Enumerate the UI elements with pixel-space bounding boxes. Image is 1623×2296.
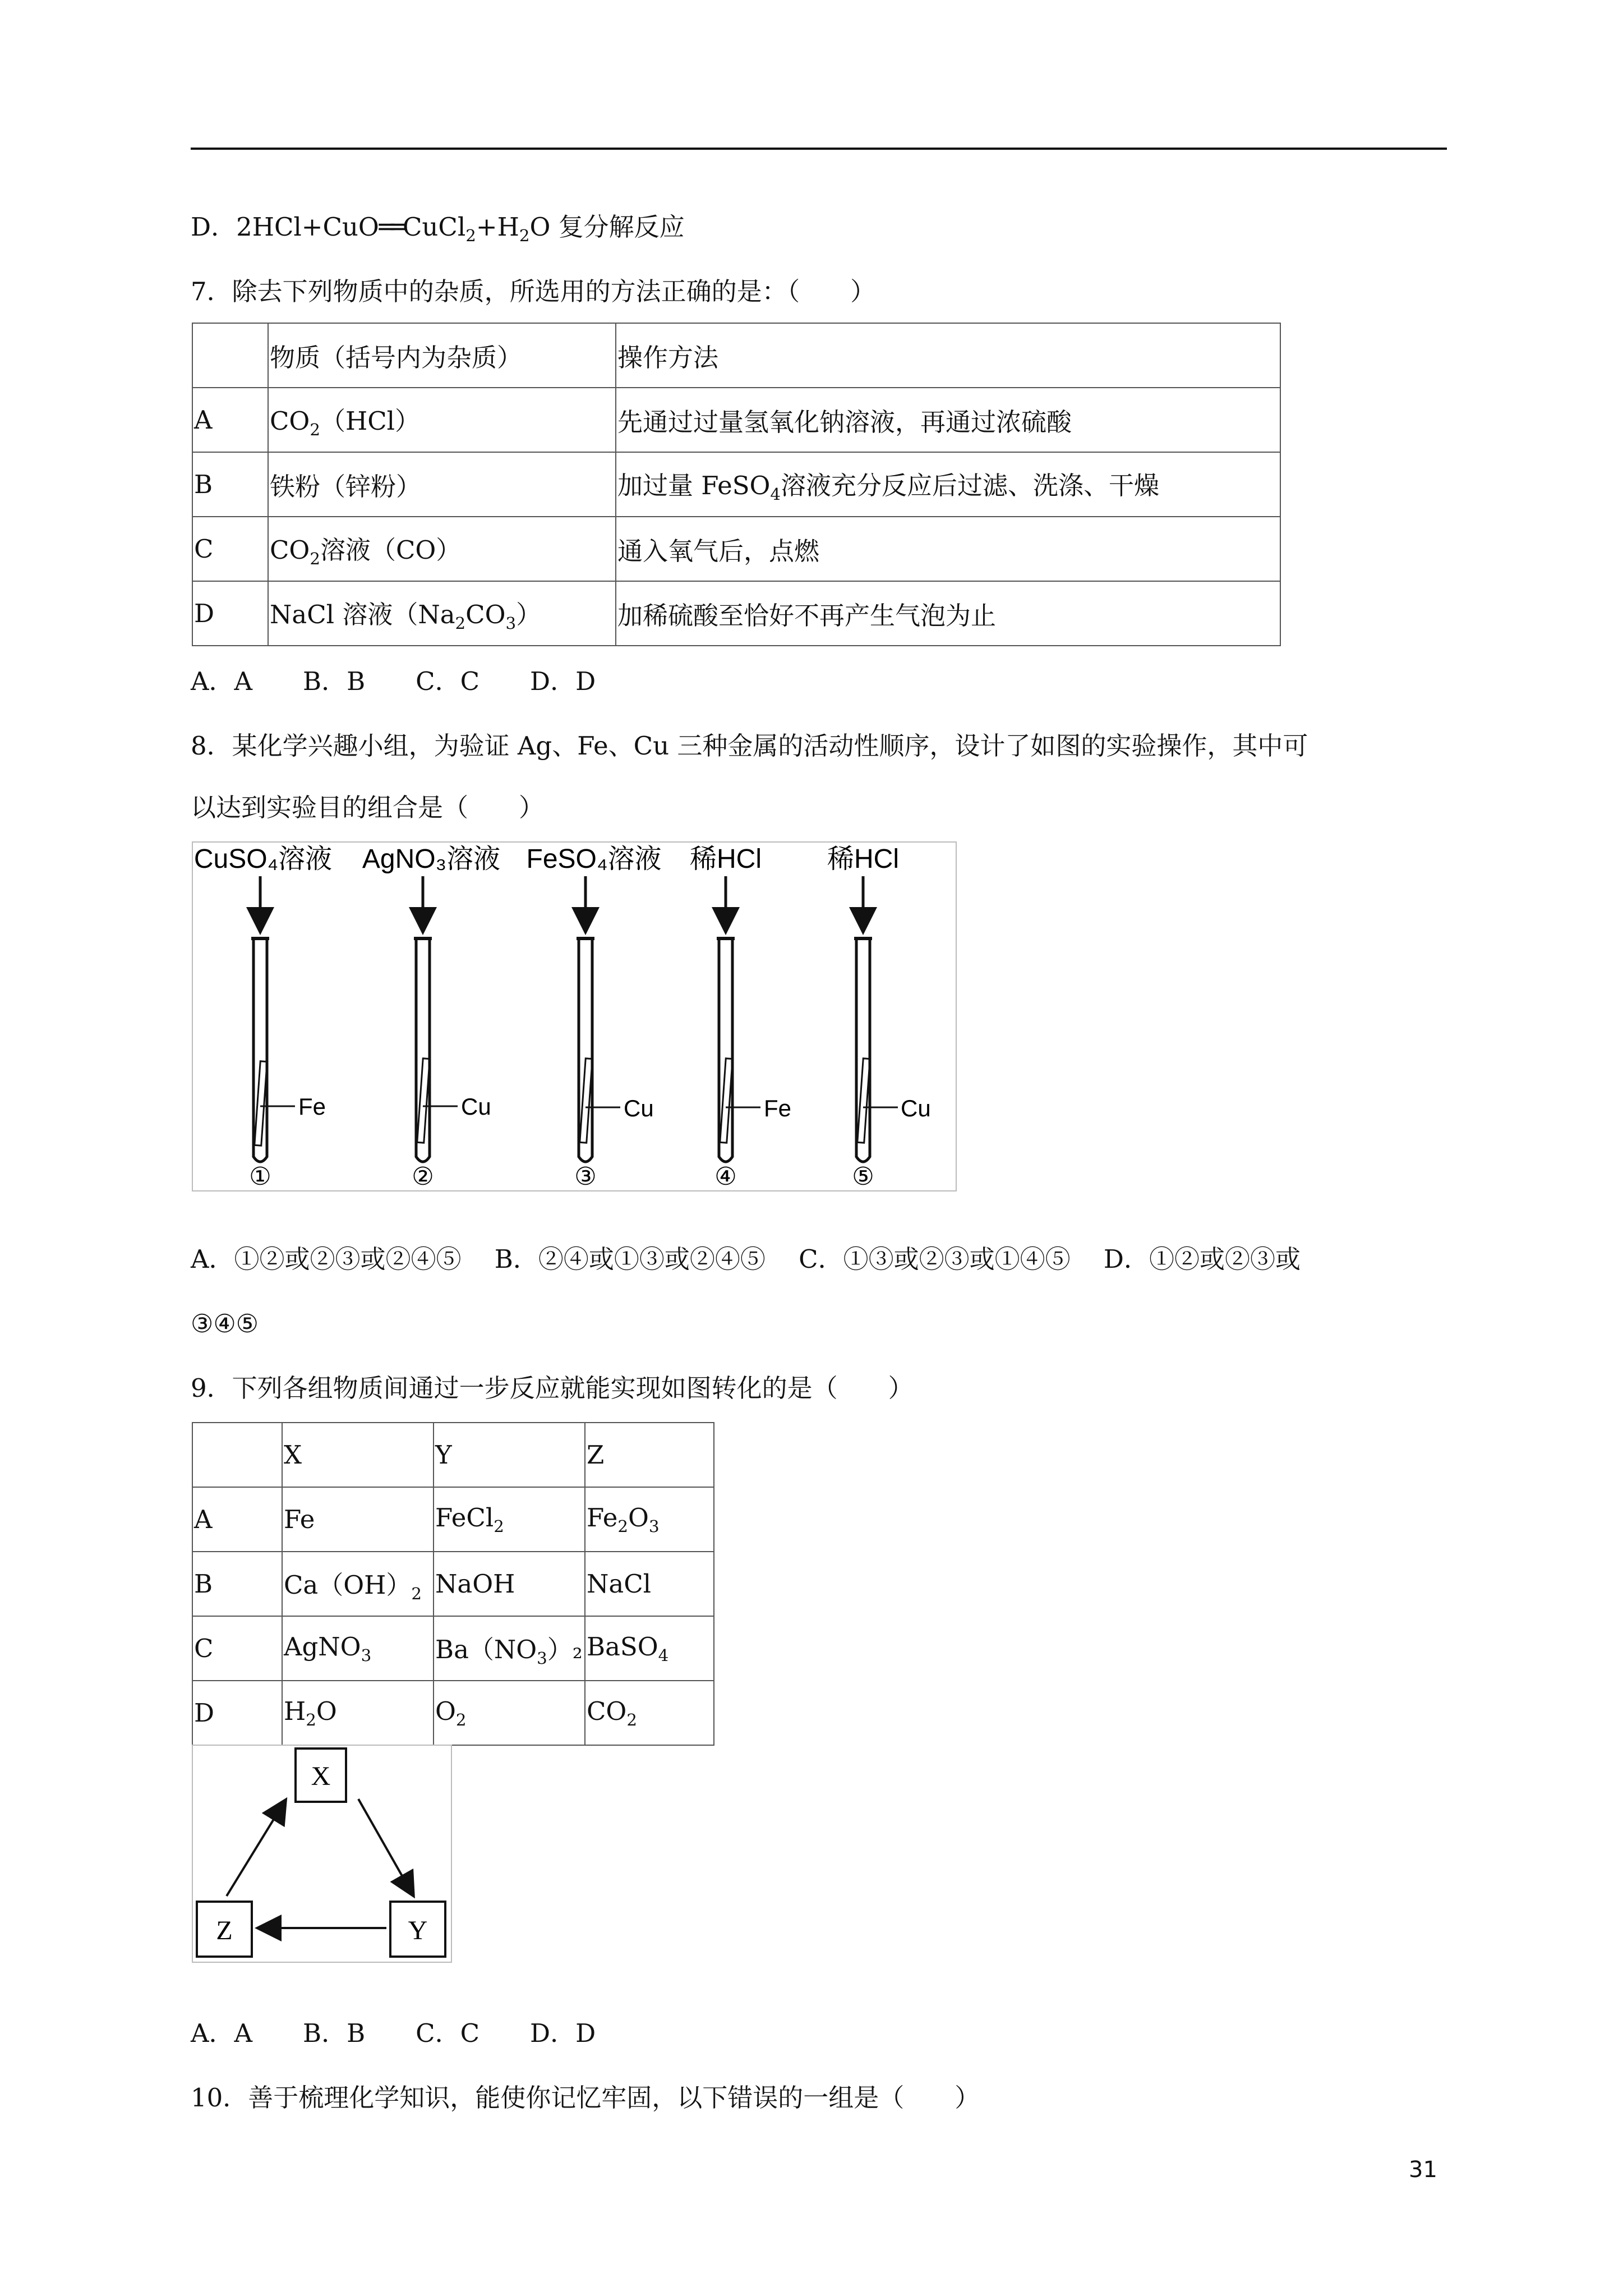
row-key: A bbox=[192, 1487, 282, 1552]
reagent-label: CuSO₄溶液 bbox=[193, 844, 333, 874]
subscript: 2 bbox=[455, 614, 466, 633]
formula-text: AgNO bbox=[284, 1632, 361, 1662]
substance-text: CO bbox=[270, 535, 310, 565]
formula-text: ）₂ bbox=[547, 1635, 583, 1664]
header-cell: Z bbox=[585, 1423, 714, 1487]
q8-options-line2: ③④⑤ bbox=[191, 1309, 259, 1338]
formula-text: Fe bbox=[587, 1503, 618, 1533]
subscript: 4 bbox=[770, 485, 781, 504]
reagent-label: 稀HCl bbox=[690, 844, 762, 874]
subscript: 4 bbox=[658, 1646, 669, 1665]
table-row bbox=[192, 1552, 714, 1616]
conversion-diagram bbox=[192, 1745, 452, 1963]
tube-number: ③ bbox=[574, 1162, 597, 1190]
formula-text: CO bbox=[587, 1696, 627, 1726]
substance-cell: 铁粉（锌粉） bbox=[268, 452, 616, 517]
substance-text: CO bbox=[465, 600, 506, 629]
formula-text: H bbox=[284, 1696, 306, 1726]
method-text: 加过量 FeSO bbox=[617, 471, 771, 500]
row-key: C bbox=[192, 517, 268, 581]
metal-strip bbox=[255, 1061, 267, 1145]
z-cell bbox=[585, 1487, 714, 1552]
formula-text: FeCl bbox=[435, 1503, 494, 1533]
table-row bbox=[192, 1616, 714, 1681]
x-cell bbox=[282, 1487, 434, 1552]
tube-3 bbox=[527, 844, 662, 1190]
node-x-label: X bbox=[311, 1761, 331, 1791]
header-cell: 物质（括号内为杂质） bbox=[268, 323, 616, 388]
substance-text: （HCl） bbox=[320, 406, 421, 436]
formula-text: O bbox=[435, 1696, 456, 1726]
metal-label: Fe bbox=[764, 1095, 792, 1121]
subscript: 2 bbox=[617, 1517, 629, 1536]
tube-number: ⑤ bbox=[852, 1162, 874, 1190]
subscript: 3 bbox=[505, 614, 517, 633]
q9-table bbox=[192, 1422, 714, 1746]
method-cell bbox=[616, 452, 1280, 517]
header-rule bbox=[191, 148, 1447, 150]
row-key: B bbox=[192, 1552, 282, 1616]
option-d-text: D．2HCl+CuO bbox=[191, 212, 379, 242]
reagent-label: 稀HCl bbox=[827, 844, 899, 874]
tube-number: ② bbox=[412, 1162, 434, 1190]
z-cell bbox=[585, 1616, 714, 1681]
table-header-row bbox=[192, 1423, 714, 1487]
tube-number: ① bbox=[249, 1162, 271, 1190]
reagent-label: FeSO₄溶液 bbox=[526, 844, 662, 874]
formula-text: Ca（OH） bbox=[284, 1570, 412, 1600]
y-cell bbox=[434, 1616, 585, 1681]
y-cell bbox=[434, 1552, 585, 1616]
q7-table bbox=[192, 323, 1281, 646]
metal-label: Cu bbox=[901, 1095, 931, 1121]
metal-strip bbox=[857, 1059, 870, 1143]
formula-text: O bbox=[316, 1696, 337, 1726]
test-tube-svg bbox=[193, 843, 956, 1190]
node-z-label: Z bbox=[216, 1916, 233, 1945]
formula-text: Fe bbox=[284, 1504, 315, 1534]
metal-strip bbox=[580, 1059, 592, 1143]
x-cell bbox=[282, 1552, 434, 1616]
subscript: 2 bbox=[455, 1710, 467, 1729]
x-cell bbox=[282, 1616, 434, 1681]
substance-cell bbox=[268, 388, 616, 452]
q8-stem-line1: 8．某化学兴趣小组，为验证 Ag、Fe、Cu 三种金属的活动性顺序，设计了如图的实验操作，其中可 bbox=[191, 731, 1308, 761]
substance-cell bbox=[268, 581, 616, 646]
formula-text: NaCl bbox=[587, 1569, 652, 1599]
q10-stem: 10．善于梳理化学知识，能使你记忆牢固，以下错误的一组是（ ） bbox=[191, 2083, 980, 2113]
header-cell: X bbox=[282, 1423, 434, 1487]
subscript: 3 bbox=[648, 1517, 660, 1536]
subscript: 2 bbox=[411, 1584, 422, 1603]
reagent-label: AgNO₃溶液 bbox=[362, 844, 501, 874]
table-row bbox=[192, 517, 1280, 581]
metal-strip bbox=[720, 1059, 732, 1143]
tube-4 bbox=[690, 844, 791, 1190]
metal-label: Cu bbox=[624, 1095, 654, 1121]
y-cell bbox=[434, 1487, 585, 1552]
tube-2 bbox=[362, 844, 500, 1190]
product-h: +H bbox=[476, 212, 519, 242]
x-cell bbox=[282, 1681, 434, 1745]
header-cell: 操作方法 bbox=[616, 323, 1280, 388]
subscript: 3 bbox=[361, 1646, 372, 1665]
subscript: 2 bbox=[494, 1517, 504, 1536]
metal-strip bbox=[417, 1059, 430, 1143]
table-row bbox=[192, 1681, 714, 1745]
subscript: 2 bbox=[465, 226, 476, 245]
arrow-z-to-x bbox=[227, 1803, 284, 1896]
method-cell: 先通过过量氢氧化钠溶液，再通过浓硫酸 bbox=[616, 388, 1280, 452]
substance-text: NaCl 溶液（Na bbox=[270, 600, 455, 629]
header-cell bbox=[192, 1423, 282, 1487]
conversion-svg bbox=[193, 1746, 451, 1962]
formula-text: O bbox=[628, 1503, 649, 1533]
formula-text: BaSO bbox=[587, 1632, 658, 1662]
q9-stem: 9．下列各组物质间通过一步反应就能实现如图转化的是（ ） bbox=[191, 1373, 914, 1403]
z-cell bbox=[585, 1681, 714, 1745]
q9-options: A．A B．B C．C D．D bbox=[191, 2018, 596, 2048]
node-y-label: Y bbox=[408, 1916, 428, 1945]
equals-sign: ══ bbox=[379, 212, 403, 242]
z-cell bbox=[585, 1552, 714, 1616]
method-cell: 加稀硫酸至恰好不再产生气泡为止 bbox=[616, 581, 1280, 646]
option-d-line bbox=[191, 210, 685, 252]
arrow-x-to-y bbox=[358, 1799, 412, 1893]
q7-options: A．A B．B C．C D．D bbox=[191, 666, 596, 696]
subscript: 2 bbox=[519, 226, 530, 245]
method-text: 溶液充分反应后过滤、洗涤、干燥 bbox=[781, 471, 1160, 500]
tube-5 bbox=[827, 844, 931, 1190]
subscript: 2 bbox=[306, 1710, 316, 1729]
table-row bbox=[192, 452, 1280, 517]
method-cell: 通入氧气后，点燃 bbox=[616, 517, 1280, 581]
substance-text: CO bbox=[270, 406, 310, 436]
page-number: 31 bbox=[1409, 2157, 1437, 2183]
reaction-type: O 复分解反应 bbox=[529, 212, 685, 242]
metal-label: Cu bbox=[461, 1093, 491, 1120]
formula-text: Ba（NO bbox=[435, 1635, 537, 1664]
substance-cell bbox=[268, 517, 616, 581]
header-cell: Y bbox=[434, 1423, 585, 1487]
formula-text: NaOH bbox=[435, 1569, 515, 1599]
subscript: 2 bbox=[310, 420, 320, 439]
tube-1 bbox=[194, 844, 332, 1190]
test-tube-figure bbox=[192, 841, 957, 1191]
q7-stem: 7．除去下列物质中的杂质，所选用的方法正确的是：（ ） bbox=[191, 277, 876, 306]
table-row bbox=[192, 581, 1280, 646]
subscript: 3 bbox=[537, 1649, 547, 1668]
table-row bbox=[192, 388, 1280, 452]
table-row bbox=[192, 1487, 714, 1552]
table-header-row bbox=[192, 323, 1280, 388]
product-cucl: CuCl bbox=[402, 212, 466, 242]
metal-label: Fe bbox=[298, 1093, 326, 1120]
q8-stem-line2: 以达到实验目的组合是（ ） bbox=[191, 793, 545, 822]
row-key: A bbox=[192, 388, 268, 452]
row-key: B bbox=[192, 452, 268, 517]
subscript: 2 bbox=[626, 1710, 637, 1729]
row-key: C bbox=[192, 1616, 282, 1681]
row-key: D bbox=[192, 581, 268, 646]
header-cell bbox=[192, 323, 268, 388]
q8-options-line1: A．①②或②③或②④⑤ B．②④或①③或②④⑤ C．①③或②③或①④⑤ D．①②或②③或 bbox=[191, 1244, 1301, 1274]
substance-text: ） bbox=[516, 600, 542, 629]
y-cell bbox=[434, 1681, 585, 1745]
substance-text: 溶液（CO） bbox=[320, 535, 462, 565]
tube-number: ④ bbox=[714, 1162, 737, 1190]
row-key: D bbox=[192, 1681, 282, 1745]
subscript: 2 bbox=[310, 549, 320, 568]
